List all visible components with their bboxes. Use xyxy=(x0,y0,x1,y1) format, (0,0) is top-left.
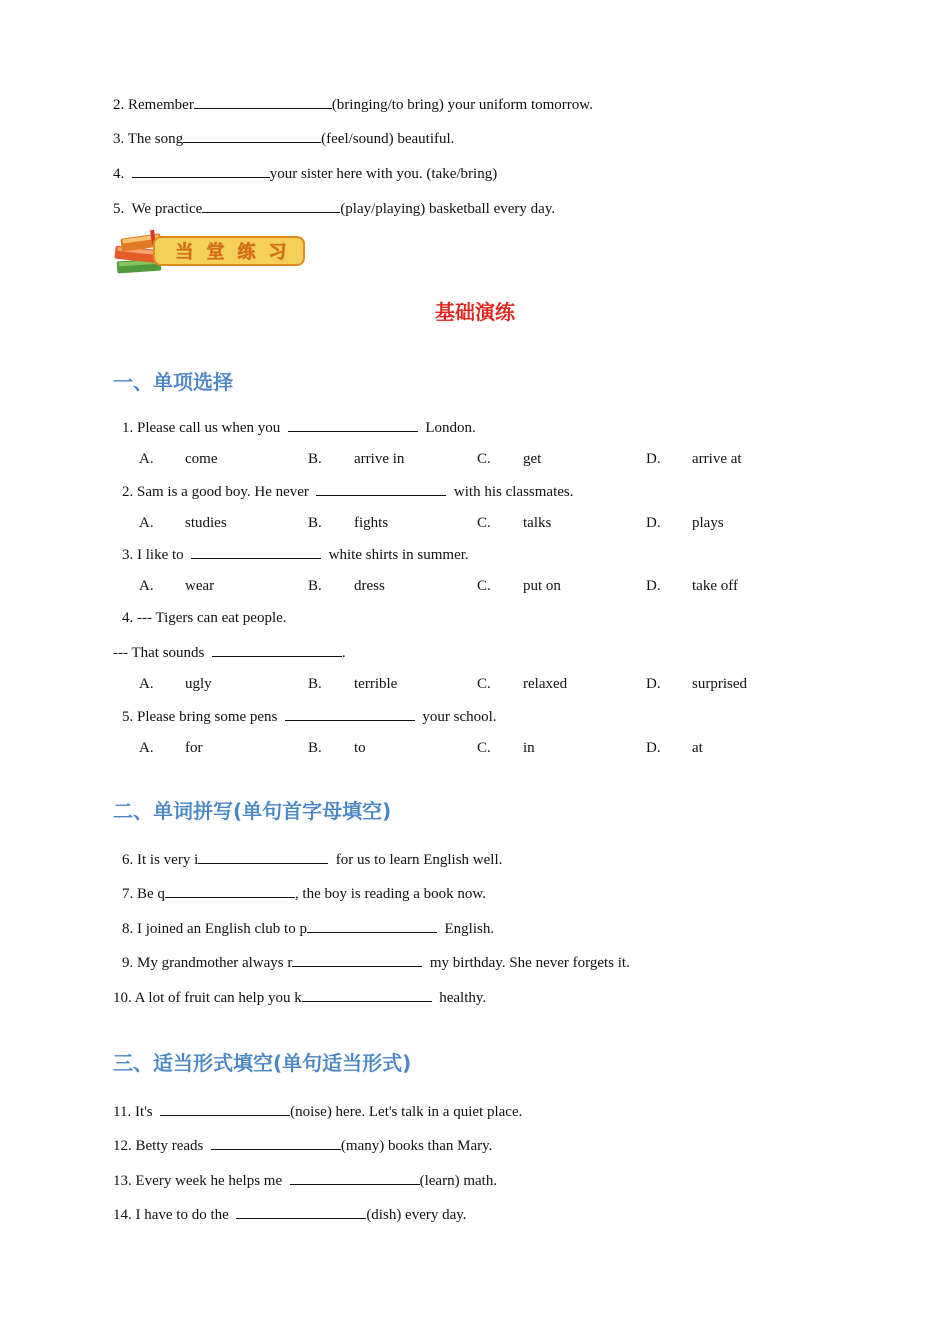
answer-blank[interactable] xyxy=(290,1170,420,1185)
q5-option-b[interactable]: to xyxy=(354,740,366,756)
question-2: 2. Sam is a good boy. He never with his classmates. xyxy=(122,481,574,502)
option-letter-a: A. xyxy=(139,676,154,692)
q1-option-b[interactable]: arrive in xyxy=(354,451,405,467)
answer-blank[interactable] xyxy=(202,198,340,213)
top-item-2: 2. Remember (bringing/to bring) your uniform tomorrow. xyxy=(113,94,593,115)
q2-option-d[interactable]: plays xyxy=(692,515,724,531)
option-letter-a: A. xyxy=(139,740,154,756)
spelling-item-7: 7. Be q , the boy is reading a book now. xyxy=(122,883,486,904)
option-letter-d: D. xyxy=(646,578,661,594)
option-letter-a: A. xyxy=(139,578,154,594)
option-letter-b: B. xyxy=(308,578,322,594)
answer-blank[interactable] xyxy=(165,883,295,898)
q3-option-b[interactable]: dress xyxy=(354,578,385,594)
answer-blank[interactable] xyxy=(292,952,422,967)
option-letter-c: C. xyxy=(477,740,491,756)
spelling-item-10: 10. A lot of fruit can help you k healthy. xyxy=(113,987,486,1008)
top-item-5: 5. We practice (play/playing) basketball every day. xyxy=(113,198,555,219)
q1-option-c[interactable]: get xyxy=(523,451,542,467)
option-letter-b: B. xyxy=(308,515,322,531)
q4-option-c[interactable]: relaxed xyxy=(523,676,568,692)
q5-option-a[interactable]: for xyxy=(185,740,203,756)
q2-option-b[interactable]: fights xyxy=(354,515,389,531)
option-letter-b: B. xyxy=(308,451,322,467)
question-5: 5. Please bring some pens your school. xyxy=(122,706,497,727)
q3-option-d[interactable]: take off xyxy=(692,578,738,594)
option-letter-c: C. xyxy=(477,676,491,692)
option-letter-b: B. xyxy=(308,676,322,692)
q5-option-c[interactable]: in xyxy=(523,740,535,756)
form-item-14: 14. I have to do the (dish) every day. xyxy=(113,1204,467,1225)
answer-blank[interactable] xyxy=(160,1101,290,1116)
q3-option-c[interactable]: put on xyxy=(523,578,561,594)
answer-blank[interactable] xyxy=(212,642,342,657)
top-item-4: 4. your sister here with you. (take/bring) xyxy=(113,163,497,184)
answer-blank[interactable] xyxy=(191,544,321,559)
option-letter-c: C. xyxy=(477,451,491,467)
q1-option-d[interactable]: arrive at xyxy=(692,451,742,467)
section-heading-1: 一、单项选择 xyxy=(113,370,233,394)
spelling-item-8: 8. I joined an English club to p English. xyxy=(122,918,494,939)
q4-option-d[interactable]: surprised xyxy=(692,676,747,692)
answer-blank[interactable] xyxy=(288,417,418,432)
form-item-12: 12. Betty reads (many) books than Mary. xyxy=(113,1135,492,1156)
form-item-13: 13. Every week he helps me (learn) math. xyxy=(113,1170,497,1191)
answer-blank[interactable] xyxy=(198,849,328,864)
option-letter-a: A. xyxy=(139,515,154,531)
question-4-reply: --- That sounds . xyxy=(113,642,346,663)
answer-blank[interactable] xyxy=(236,1204,366,1219)
answer-blank[interactable] xyxy=(194,94,332,109)
option-letter-d: D. xyxy=(646,676,661,692)
answer-blank[interactable] xyxy=(211,1135,341,1150)
section-heading-3: 三、适当形式填空(单句适当形式) xyxy=(113,1051,412,1075)
q2-option-c[interactable]: talks xyxy=(523,515,552,531)
answer-blank[interactable] xyxy=(183,128,321,143)
answer-blank[interactable] xyxy=(285,706,415,721)
option-letter-c: C. xyxy=(477,578,491,594)
answer-blank[interactable] xyxy=(307,918,437,933)
q1-option-a[interactable]: come xyxy=(185,451,218,467)
q4-option-b[interactable]: terrible xyxy=(354,676,398,692)
spelling-item-6: 6. It is very i for us to learn English well. xyxy=(122,849,502,870)
q4-option-a[interactable]: ugly xyxy=(185,676,212,692)
option-letter-a: A. xyxy=(139,451,154,467)
question-3: 3. I like to white shirts in summer. xyxy=(122,544,469,565)
q2-option-a[interactable]: studies xyxy=(185,515,227,531)
answer-blank[interactable] xyxy=(316,481,446,496)
question-4: 4. --- Tigers can eat people. xyxy=(122,610,287,626)
option-letter-d: D. xyxy=(646,740,661,756)
top-item-3: 3. The song (feel/sound) beautiful. xyxy=(113,128,454,149)
section-heading-2: 二、单词拼写(单句首字母填空) xyxy=(113,799,392,823)
banner-label: 当 堂 练 习 xyxy=(153,236,305,266)
page-title: 基础演练 xyxy=(435,300,515,324)
answer-blank[interactable] xyxy=(132,163,270,178)
question-1: 1. Please call us when you London. xyxy=(122,417,476,438)
option-letter-d: D. xyxy=(646,515,661,531)
form-item-11: 11. It's (noise) here. Let's talk in a quiet place. xyxy=(113,1101,522,1122)
practice-banner xyxy=(113,228,313,280)
q3-option-a[interactable]: wear xyxy=(185,578,215,594)
q5-option-d[interactable]: at xyxy=(692,740,703,756)
option-letter-d: D. xyxy=(646,451,661,467)
answer-blank[interactable] xyxy=(302,987,432,1002)
spelling-item-9: 9. My grandmother always r my birthday. She never forgets it. xyxy=(122,952,630,973)
option-letter-c: C. xyxy=(477,515,491,531)
option-letter-b: B. xyxy=(308,740,322,756)
